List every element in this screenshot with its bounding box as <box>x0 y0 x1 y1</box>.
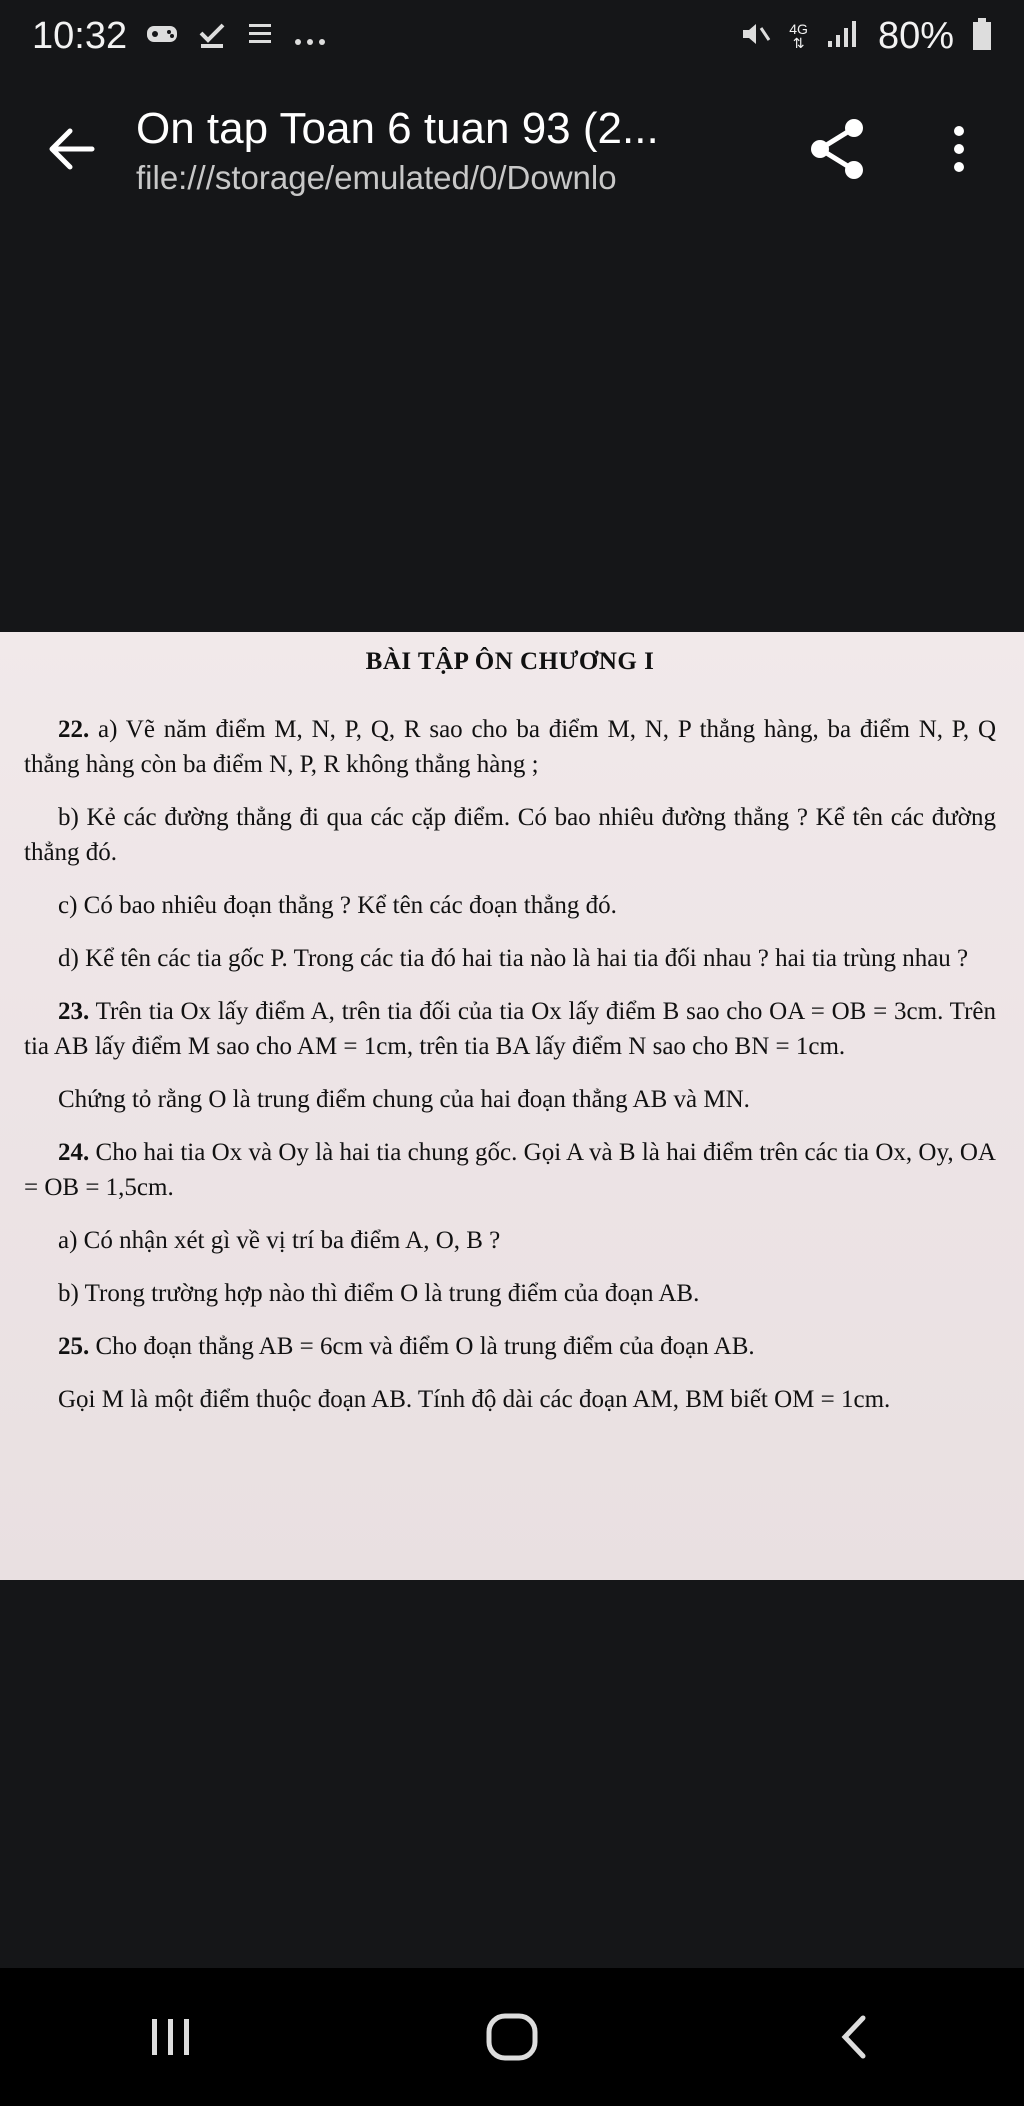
status-right <box>739 15 992 58</box>
paragraph-text: Gọi M là một điểm thuộc đoạn AB. Tính độ dài các đoạn AM, BM biết OM = 1cm. <box>58 1386 891 1413</box>
paragraph-text: a) Có nhận xét gì về vị trí ba điểm A, O, B ? <box>58 1227 501 1254</box>
status-left <box>32 15 327 58</box>
download-done-icon <box>197 19 227 54</box>
app-bar <box>0 92 1024 212</box>
document-title: On tap Toan 6 tuan 93 (2... <box>136 104 659 153</box>
paragraph-text: c) Có bao nhiêu đoạn thẳng ? Kể tên các đoạn thẳng đó. <box>58 892 617 919</box>
network-type: 4G <box>789 21 808 37</box>
document-path: file:///storage/emulated/0/Downlo <box>136 159 617 196</box>
paragraph-text: a) Vẽ năm điểm M, N, P, Q, R sao cho ba điểm M, N, P thẳng hàng, ba điểm N, P, Q thẳng hàng còn ba điểm N, P, R không thẳng hàng ; <box>24 716 996 778</box>
battery-percent: 80% <box>877 14 954 57</box>
more-options-button[interactable] <box>934 114 984 184</box>
more-notifications-icon <box>293 20 327 52</box>
document-paragraph <box>24 888 996 923</box>
document-paragraph <box>24 1082 996 1117</box>
back-nav-button[interactable] <box>808 1992 898 2082</box>
status-time: 10:32 <box>32 14 128 57</box>
network-indicator <box>789 22 808 50</box>
exercise-number: 22. <box>58 716 90 743</box>
paragraph-text: b) Trong trường hợp nào thì điểm O là trung điểm của đoạn AB. <box>58 1280 700 1307</box>
document-paragraph <box>24 800 996 870</box>
document-paragraph <box>24 994 996 1064</box>
document-paragraph <box>24 1135 996 1205</box>
paragraph-text: Cho hai tia Ox và Oy là hai tia chung gốc. Gọi A và B là hai điểm trên các tia Ox, Oy, OA = OB = 1,5cm. <box>24 1139 996 1201</box>
paragraph-text: b) Kẻ các đường thẳng đi qua các cặp điểm. Có bao nhiêu đường thẳng ? Kể tên các đường thẳng đó. <box>24 804 996 866</box>
signal-icon <box>826 19 860 54</box>
share-button[interactable] <box>804 114 874 184</box>
paragraph-text: Chứng tỏ rằng O là trung điểm chung của hai đoạn thẳng AB và MN. <box>58 1086 750 1113</box>
paragraph-text: Trên tia Ox lấy điểm A, trên tia đối của tia Ox lấy điểm B sao cho OA = OB = 3cm. Trên tia AB lấy điểm M sao cho AM = 1cm, trên tia BA lấy điểm N sao cho BN = 1cm. <box>24 998 996 1060</box>
share-icon <box>804 114 874 184</box>
data-arrows-icon: ⇅ <box>792 35 805 51</box>
notification-list-icon <box>245 19 275 54</box>
more-dot <box>954 162 964 172</box>
document-heading: BÀI TẬP ÔN CHƯƠNG I <box>365 648 655 675</box>
recents-icon <box>146 2015 196 2059</box>
more-dot <box>954 144 964 154</box>
exercise-number: 24. <box>58 1139 90 1166</box>
document-paragraph <box>24 1223 996 1258</box>
paragraph-text: Cho đoạn thẳng AB = 6cm và điểm O là trung điểm của đoạn AB. <box>89 1333 755 1360</box>
paragraph-text: d) Kể tên các tia gốc P. Trong các tia đó hai tia nào là hai tia đối nhau ? hai tia trùng nhau ? <box>58 945 969 972</box>
document-paragraph <box>24 1382 996 1417</box>
status-bar <box>0 0 1024 72</box>
document-paragraph <box>24 1276 996 1311</box>
document-paragraph <box>24 941 996 976</box>
arrow-back-icon <box>46 127 96 171</box>
navigation-bar <box>0 1968 1024 2106</box>
document-paragraph <box>24 1329 996 1364</box>
mute-icon <box>739 18 771 55</box>
document-body <box>24 712 996 1417</box>
game-controller-icon <box>145 20 179 52</box>
document-paragraph <box>24 712 996 782</box>
home-button[interactable] <box>467 1992 557 2082</box>
home-icon <box>484 2011 540 2063</box>
exercise-number: 25. <box>58 1333 90 1360</box>
chevron-left-icon <box>833 2012 873 2062</box>
back-button[interactable] <box>36 114 106 184</box>
title-group <box>136 102 696 200</box>
battery-icon <box>972 17 992 56</box>
recent-apps-button[interactable] <box>126 1992 216 2082</box>
exercise-number: 23. <box>58 998 90 1025</box>
document-page[interactable] <box>0 632 1024 1580</box>
more-vert-icon <box>954 126 964 136</box>
